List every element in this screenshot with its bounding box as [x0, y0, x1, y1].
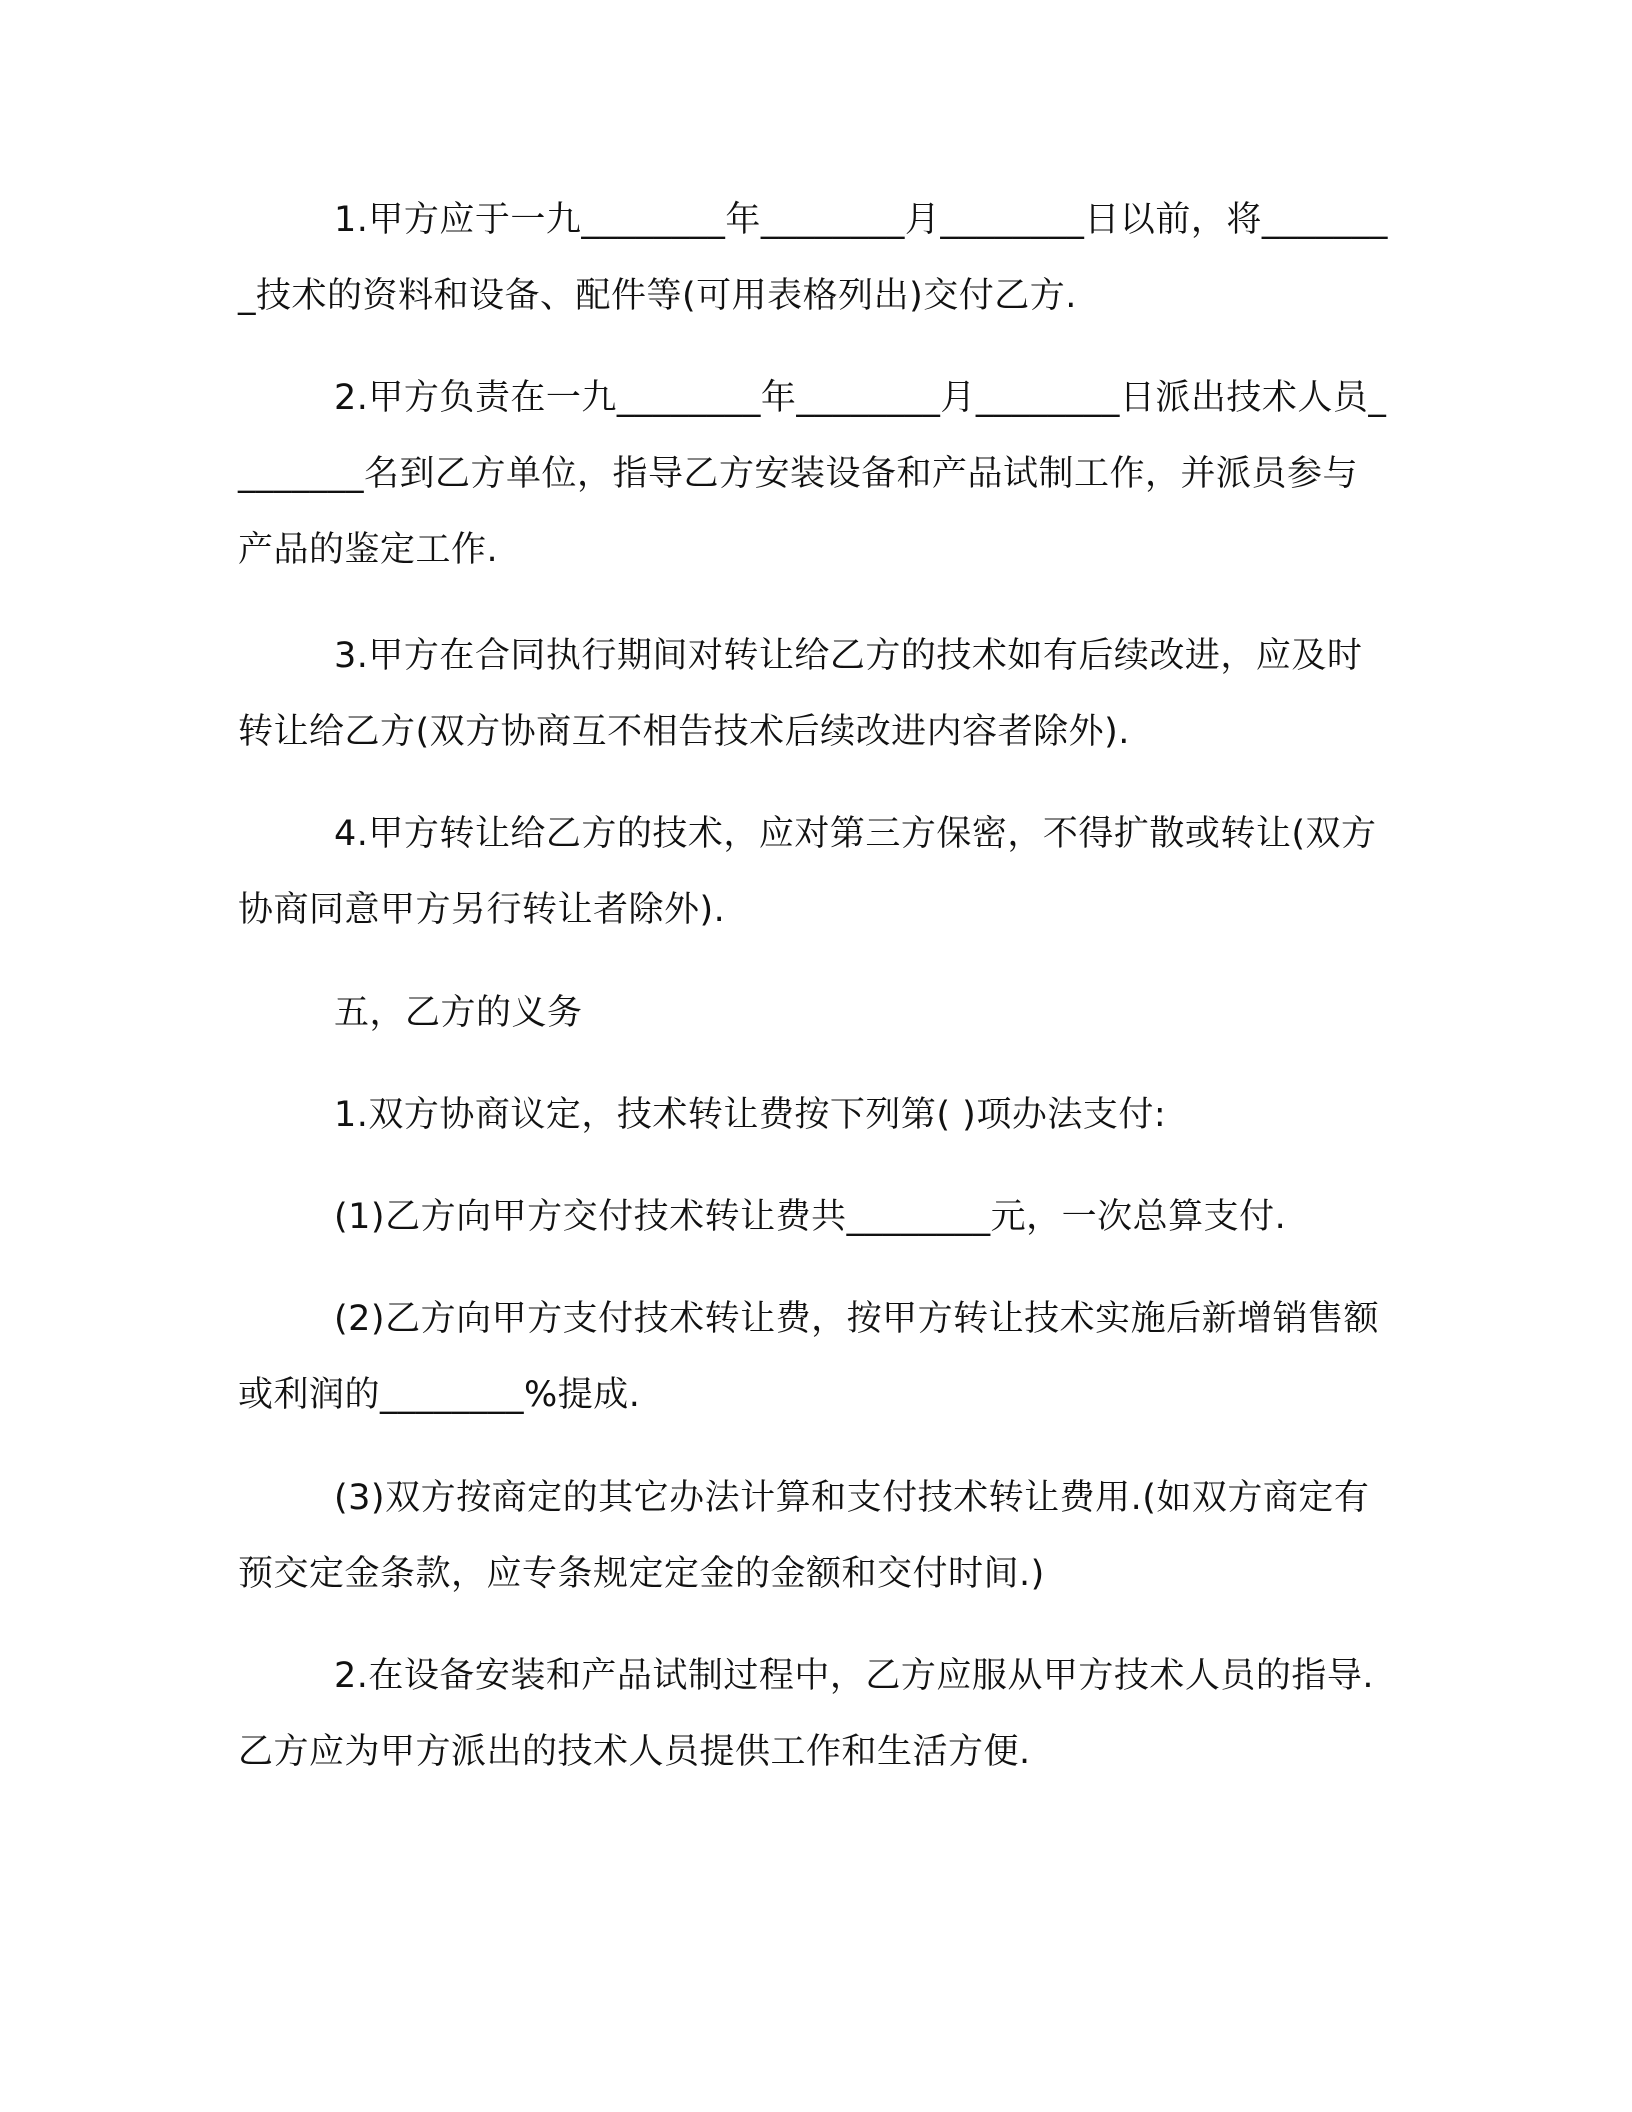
paragraph-a3-improvements: 3.甲方在合同执行期间对转让给乙方的技术如有后续改进，应及时转让给乙方(双方协商互不相告技术后续改进内容者除外). — [238, 636, 1363, 752]
section-heading-obligations: 五，乙方的义务 — [334, 993, 583, 1033]
paragraph-a2-technicians: 2.甲方负责在一九________年________月________日派出技术人员________名到乙方单位，指导乙方安装设备和产品试制工作，并派员参与产品的鉴定工作. — [238, 378, 1387, 570]
paragraph-b1-option2: (2)乙方向甲方支付技术转让费，按甲方转让技术实施后新增销售额或利润的________%提成. — [238, 1299, 1380, 1415]
paragraph-b1-option3: (3)双方按商定的其它办法计算和支付技术转让费用.(如双方商定有预交定金条款，应专条规定定金的金额和交付时间.) — [238, 1478, 1370, 1594]
paragraph-b2-installation: 2.在设备安装和产品试制过程中，乙方应服从甲方技术人员的指导.乙方应为甲方派出的技术人员提供工作和生活方便. — [238, 1656, 1375, 1772]
paragraph-b1-payment: 1.双方协商议定，技术转让费按下列第( )项办法支付: — [334, 1095, 1167, 1135]
paragraph-b1-option1: (1)乙方向甲方交付技术转让费共________元，一次总算支付. — [334, 1197, 1287, 1237]
paragraph-a4-confidentiality: 4.甲方转让给乙方的技术，应对第三方保密，不得扩散或转让(双方协商同意甲方另行转让者除外). — [238, 814, 1377, 930]
paragraph-a1-delivery: 1.甲方应于一九________年________月________日以前，将________技术的资料和设备、配件等(可用表格列出)交付乙方. — [238, 200, 1388, 316]
